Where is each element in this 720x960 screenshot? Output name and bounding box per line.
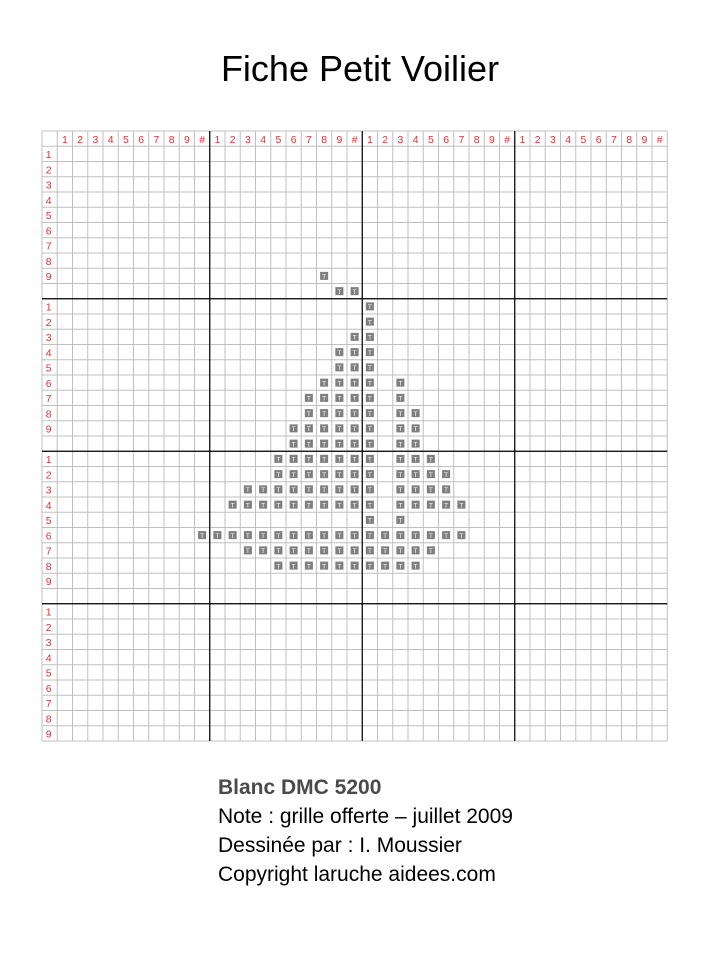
- row-label: 3: [45, 637, 52, 649]
- copyright-text: Copyright laruche aidees.com: [218, 863, 496, 886]
- stitch-symbol: T: [367, 334, 372, 342]
- row-label: 2: [45, 316, 52, 329]
- stitch-symbol: T: [352, 487, 357, 495]
- stitch-symbol: T: [322, 441, 327, 449]
- stitch-symbol: T: [276, 548, 281, 556]
- stitch-symbol: T: [398, 502, 403, 510]
- column-label: 4: [260, 133, 267, 146]
- stitch-symbol: T: [352, 395, 357, 403]
- stitch-symbol: T: [398, 517, 403, 525]
- column-label: #: [504, 133, 511, 146]
- stitch-symbol: T: [291, 456, 296, 464]
- row-label: 4: [45, 652, 52, 665]
- stitch-symbol: T: [337, 288, 342, 296]
- stitch-symbol: T: [322, 502, 327, 510]
- stitch-symbol: T: [337, 563, 342, 571]
- stitch-symbol: T: [337, 471, 342, 479]
- stitch-symbol: T: [337, 426, 342, 434]
- stitch-symbol: T: [306, 471, 311, 479]
- stitch-symbol: T: [367, 456, 372, 464]
- column-label: #: [199, 133, 206, 146]
- row-label: 9: [45, 728, 52, 741]
- column-label: 6: [290, 133, 297, 146]
- stitch-symbol: T: [352, 288, 357, 296]
- row-label: 9: [45, 576, 52, 588]
- stitch-symbol: T: [444, 487, 449, 495]
- stitch-symbol: T: [413, 532, 418, 540]
- stitch-symbol: T: [337, 380, 342, 388]
- stitch-symbol: T: [367, 365, 372, 373]
- stitch-symbol: T: [459, 532, 464, 540]
- stitch-symbol: T: [337, 441, 342, 449]
- stitch-symbol: T: [383, 563, 388, 571]
- stitch-symbol: T: [291, 548, 296, 556]
- stitch-symbol: T: [352, 426, 357, 434]
- stitch-symbol: T: [352, 456, 357, 464]
- stitch-symbol: T: [367, 426, 372, 434]
- stitch-symbol: T: [352, 441, 357, 449]
- stitch-symbol: T: [413, 471, 418, 479]
- legend: [218, 773, 513, 889]
- column-label: #: [656, 133, 663, 146]
- stitch-symbol: T: [398, 426, 403, 434]
- column-label: 8: [626, 133, 633, 146]
- stitch-symbol: T: [352, 334, 357, 342]
- column-label: 5: [122, 133, 129, 146]
- row-label: 6: [45, 682, 52, 695]
- stitch-symbol: T: [322, 273, 327, 281]
- row-label: 7: [45, 393, 52, 405]
- stitch-symbol: T: [337, 502, 342, 510]
- column-label: 8: [321, 133, 328, 146]
- stitch-symbol: T: [398, 487, 403, 495]
- stitch-symbol: T: [352, 365, 357, 373]
- row-label: 4: [45, 347, 52, 360]
- stitch-symbol: T: [245, 502, 250, 510]
- stitch-symbol: T: [367, 319, 372, 327]
- stitch-symbol: T: [337, 548, 342, 556]
- stitch-symbol: T: [398, 395, 403, 403]
- row-label: 3: [45, 179, 52, 192]
- stitch-symbol: T: [261, 502, 266, 510]
- column-label: 7: [458, 133, 465, 146]
- row-label: 8: [45, 713, 52, 726]
- stitch-symbol: T: [245, 487, 250, 495]
- stitch-symbol: T: [291, 487, 296, 495]
- column-label: 9: [488, 133, 495, 146]
- row-label: 1: [45, 606, 52, 619]
- stitch-symbol: T: [291, 563, 296, 571]
- stitch-symbol: T: [444, 471, 449, 479]
- stitch-symbol: T: [306, 456, 311, 464]
- column-label: 3: [92, 133, 99, 146]
- stitch-symbol: T: [230, 532, 235, 540]
- stitch-symbol: T: [367, 532, 372, 540]
- stitch-symbol: T: [322, 548, 327, 556]
- stitch-symbol: T: [367, 395, 372, 403]
- column-label: 8: [473, 133, 480, 146]
- stitch-symbol: T: [398, 410, 403, 418]
- row-label: 7: [45, 545, 52, 558]
- stitch-symbol: T: [413, 441, 418, 449]
- column-label: 2: [77, 133, 84, 146]
- stitch-symbol: T: [398, 563, 403, 571]
- row-label: 6: [45, 377, 52, 390]
- row-label: 7: [45, 240, 52, 253]
- stitch-symbol: T: [306, 532, 311, 540]
- column-label: 5: [580, 133, 587, 146]
- stitch-symbol: T: [383, 532, 388, 540]
- column-label: 6: [595, 133, 602, 146]
- stitch-symbol: T: [337, 395, 342, 403]
- stitch-symbol: T: [200, 532, 205, 540]
- stitch-symbol: T: [352, 349, 357, 357]
- stitch-symbol: T: [322, 471, 327, 479]
- stitch-symbol: T: [306, 502, 311, 510]
- row-label: 6: [45, 530, 52, 543]
- stitch-symbol: T: [444, 532, 449, 540]
- stitch-symbol: T: [276, 471, 281, 479]
- stitch-symbol: T: [413, 502, 418, 510]
- stitch-symbol: T: [306, 395, 311, 403]
- column-label: 2: [534, 133, 541, 146]
- stitch-symbol: T: [413, 563, 418, 571]
- row-label: 1: [45, 149, 52, 161]
- stitch-symbol: T: [291, 471, 296, 479]
- column-label: 3: [397, 133, 404, 146]
- column-label: 1: [519, 133, 526, 146]
- stitch-symbol: T: [322, 532, 327, 540]
- stitch-symbol: T: [337, 532, 342, 540]
- stitch-symbol: T: [291, 532, 296, 540]
- thread-color-label: Blanc DMC 5200: [218, 776, 382, 799]
- stitch-symbol: T: [276, 563, 281, 571]
- stitch-symbol: T: [367, 410, 372, 418]
- stitch-symbol: T: [322, 410, 327, 418]
- column-label: 9: [183, 133, 190, 146]
- stitch-symbol: T: [367, 548, 372, 556]
- stitch-symbol: T: [367, 471, 372, 479]
- stitch-symbol: T: [291, 441, 296, 449]
- column-label: 5: [427, 133, 434, 146]
- stitch-symbol: T: [261, 548, 266, 556]
- column-label: 6: [138, 133, 145, 146]
- stitch-symbol: T: [352, 471, 357, 479]
- column-label: 5: [275, 133, 282, 146]
- stitch-symbol: T: [428, 471, 433, 479]
- stitch-symbol: T: [428, 532, 433, 540]
- row-label: 5: [45, 667, 52, 680]
- page-title: Fiche Petit Voilier: [220, 48, 500, 89]
- stitch-symbol: T: [352, 548, 357, 556]
- stitch-symbol: T: [367, 517, 372, 525]
- stitch-symbol: T: [459, 502, 464, 510]
- stitch-symbol: T: [230, 502, 235, 510]
- row-label: 5: [45, 362, 52, 375]
- stitch-symbol: T: [428, 487, 433, 495]
- stitch-symbol: T: [367, 380, 372, 388]
- stitch-symbol: T: [306, 441, 311, 449]
- stitch-symbol: T: [367, 304, 372, 312]
- stitch-symbol: T: [306, 410, 311, 418]
- stitch-symbol: T: [337, 410, 342, 418]
- stitch-symbol: T: [276, 456, 281, 464]
- row-label: 6: [45, 225, 52, 238]
- column-label: 3: [244, 133, 251, 146]
- column-label: #: [351, 133, 358, 146]
- stitch-symbol: T: [398, 471, 403, 479]
- row-label: 5: [45, 210, 52, 222]
- stitch-symbol: T: [337, 487, 342, 495]
- stitch-symbol: T: [261, 532, 266, 540]
- column-label: 9: [641, 133, 648, 146]
- row-label: 4: [45, 194, 52, 207]
- stitch-symbol: T: [245, 532, 250, 540]
- column-label: 1: [61, 133, 68, 146]
- stitch-symbol: T: [337, 456, 342, 464]
- column-label: 3: [549, 133, 556, 146]
- stitch-symbol: T: [322, 563, 327, 571]
- column-label: 2: [229, 133, 236, 146]
- row-label: 4: [45, 499, 52, 512]
- column-label: 2: [382, 133, 389, 146]
- row-label: 2: [45, 164, 52, 177]
- row-label: 9: [45, 423, 52, 436]
- stitch-symbol: T: [306, 563, 311, 571]
- row-label: 7: [45, 698, 52, 710]
- row-label: 5: [45, 515, 52, 527]
- stitch-symbol: T: [367, 563, 372, 571]
- column-label: 6: [443, 133, 450, 146]
- row-label: 8: [45, 408, 52, 421]
- stitch-symbol: T: [352, 532, 357, 540]
- stitch-symbol: T: [276, 502, 281, 510]
- stitch-symbol: T: [306, 426, 311, 434]
- column-label: 7: [610, 133, 617, 146]
- designer-text: Dessinée par : I. Moussier: [218, 834, 462, 857]
- stitch-symbol: T: [322, 426, 327, 434]
- stitch-symbol: T: [261, 487, 266, 495]
- stitch-symbol: T: [428, 456, 433, 464]
- stitch-symbol: T: [352, 502, 357, 510]
- stitch-symbol: T: [352, 410, 357, 418]
- row-label: 8: [45, 255, 52, 268]
- stitch-symbol: T: [291, 426, 296, 434]
- stitch-symbol: T: [413, 487, 418, 495]
- stitch-symbol: T: [322, 380, 327, 388]
- stitch-symbol: T: [398, 441, 403, 449]
- stitch-symbol: T: [398, 532, 403, 540]
- row-label: 3: [45, 484, 52, 497]
- column-label: 7: [153, 133, 160, 146]
- row-label: 3: [45, 332, 52, 344]
- stitch-symbol: T: [413, 410, 418, 418]
- row-label: 9: [45, 271, 52, 283]
- stitch-symbol: T: [322, 487, 327, 495]
- column-label: 8: [168, 133, 175, 146]
- stitch-symbol: T: [444, 502, 449, 510]
- stitch-symbol: T: [383, 548, 388, 556]
- column-label: 4: [412, 133, 419, 146]
- stitch-symbol: T: [306, 487, 311, 495]
- row-label: 1: [45, 454, 52, 466]
- stitch-symbol: T: [428, 502, 433, 510]
- stitch-symbol: T: [398, 380, 403, 388]
- row-label: 2: [45, 469, 52, 482]
- stitch-symbol: T: [276, 532, 281, 540]
- stitch-symbol: T: [398, 548, 403, 556]
- stitch-symbol: T: [306, 548, 311, 556]
- stitch-symbol: T: [413, 456, 418, 464]
- stitch-symbol: T: [337, 349, 342, 357]
- stitch-symbol: T: [276, 487, 281, 495]
- stitch-symbol: T: [367, 349, 372, 357]
- column-label: 7: [305, 133, 312, 146]
- stitch-symbol: T: [245, 548, 250, 556]
- stitch-symbol: T: [322, 456, 327, 464]
- stitch-symbol: T: [428, 548, 433, 556]
- stitch-symbol: T: [398, 456, 403, 464]
- column-label: 4: [565, 133, 572, 146]
- stitch-symbol: T: [322, 395, 327, 403]
- stitch-symbol: T: [352, 563, 357, 571]
- note-text: Note : grille offerte – juillet 2009: [218, 805, 513, 828]
- stitch-symbol: T: [337, 365, 342, 373]
- stitch-symbol: T: [352, 380, 357, 388]
- column-label: 1: [214, 133, 221, 146]
- row-label: 1: [45, 301, 52, 314]
- stitch-symbol: T: [367, 487, 372, 495]
- column-label: 1: [366, 133, 373, 146]
- column-label: 9: [336, 133, 343, 146]
- stitch-symbol: T: [367, 441, 372, 449]
- stitch-symbol: T: [413, 426, 418, 434]
- column-label: 4: [107, 133, 114, 146]
- stitch-symbol: T: [215, 532, 220, 540]
- stitch-symbol: T: [367, 502, 372, 510]
- stitch-symbol: T: [291, 502, 296, 510]
- stitch-symbol: T: [413, 548, 418, 556]
- row-label: 8: [45, 560, 52, 573]
- row-label: 2: [45, 621, 52, 634]
